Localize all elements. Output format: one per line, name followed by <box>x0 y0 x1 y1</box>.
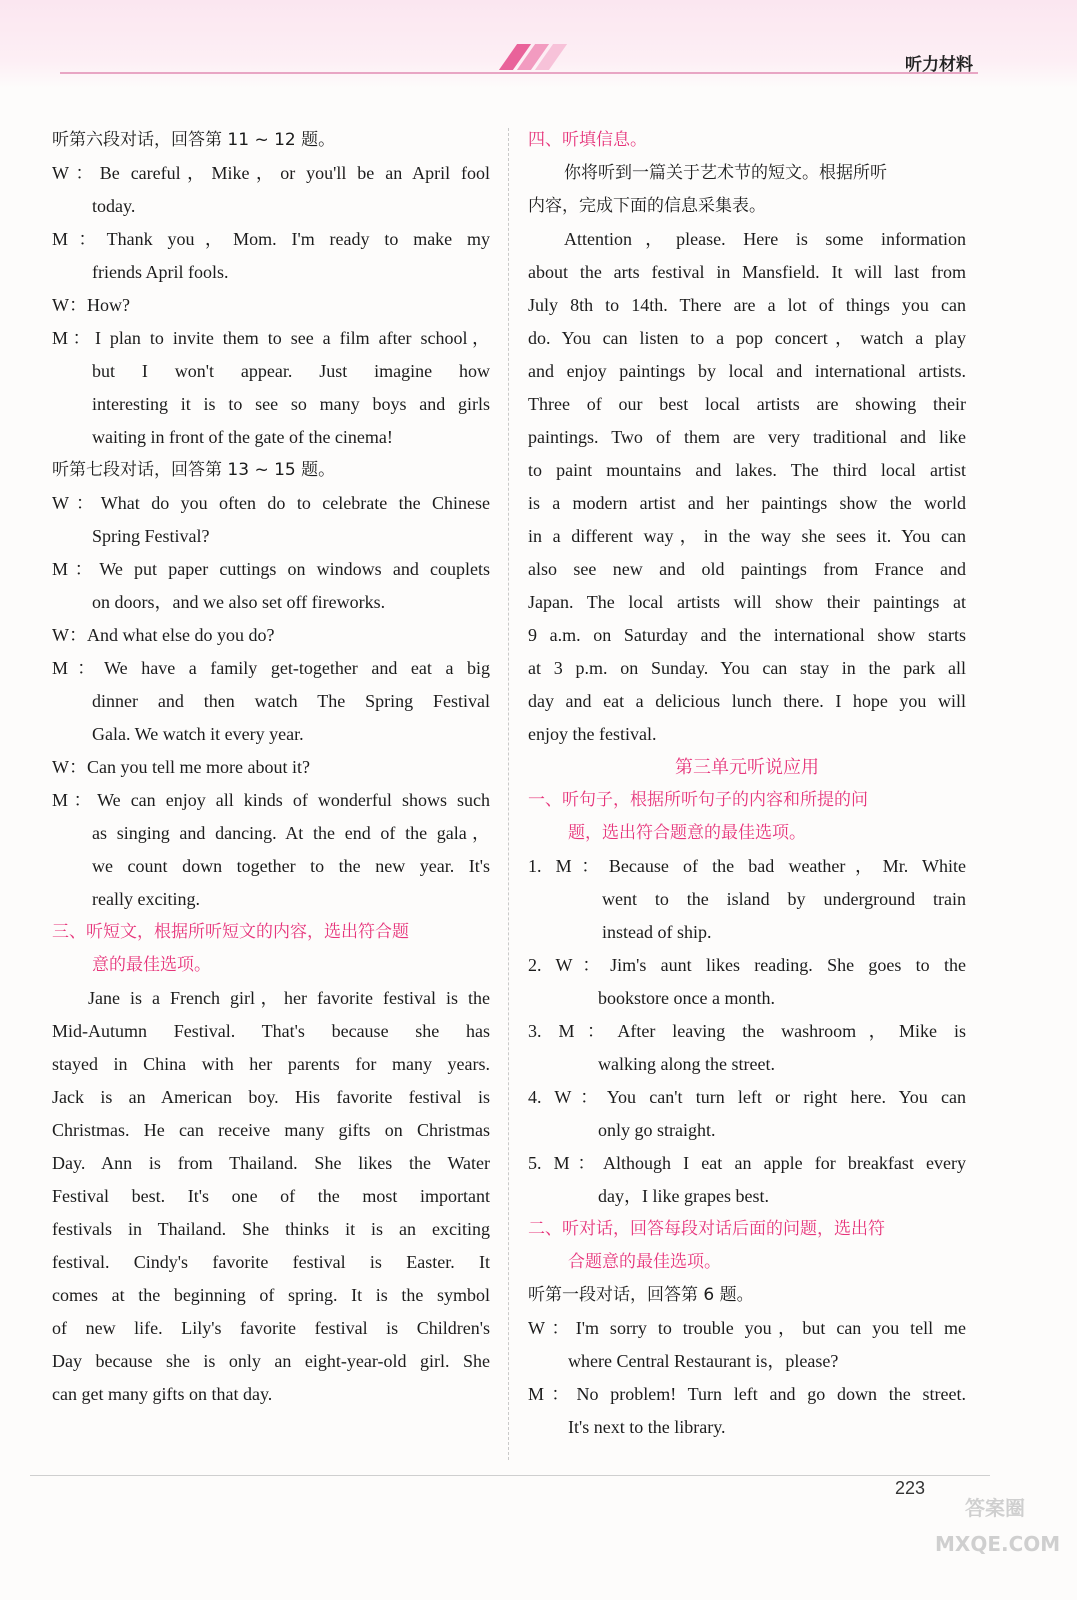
question-line: day，I like grapes best. <box>598 1186 769 1206</box>
dialog-line: as singing and dancing. At the end of the gala， <box>92 823 490 843</box>
left-column <box>52 124 490 1411</box>
dialog-line: we count down together to the new year. It's <box>92 856 490 876</box>
dialog-line: M：No problem! Turn left and go down the street. <box>528 1384 966 1404</box>
question-line: bookstore once a month. <box>598 988 775 1008</box>
passage-line: day and eat a delicious lunch there. I hope you will <box>528 691 966 711</box>
question-line: 2. W：Jim's aunt likes reading. She goes to the <box>528 955 966 975</box>
watermark-text: 答案圈 MXQE.COM <box>935 1496 1061 1556</box>
question-line: went to the island by underground train <box>602 889 966 909</box>
section-heading: 三、听短文，根据所听短文的内容，选出符合题 <box>52 922 409 942</box>
dialog-line: W：I'm sorry to trouble you，but can you tell me <box>528 1318 966 1338</box>
dialog-heading: 听第一段对话，回答第 6 题。 <box>528 1285 754 1305</box>
section-heading: 题，选出符合题意的最佳选项。 <box>568 823 806 843</box>
dialog-line: W：And what else do you do? <box>52 625 275 645</box>
dialog-line: M：We can enjoy all kinds of wonderful shows such <box>52 790 490 810</box>
page-number: 223 <box>895 1478 926 1498</box>
passage-line: about the arts festival in Mansfield. It will last from <box>528 262 966 282</box>
passage-line: Day because she is only an eight-year-old girl. She <box>52 1351 490 1371</box>
passage-line: Japan. The local artists will show their paintings at <box>528 592 966 612</box>
dialog-line: Gala. We watch it every year. <box>92 724 304 744</box>
dialog-line: where Central Restaurant is，please? <box>568 1351 839 1371</box>
passage-line: July 8th to 14th. There are a lot of things you can <box>528 295 966 315</box>
watermark-logo <box>935 1490 1061 1580</box>
passage-line: comes at the beginning of spring. It is the symbol <box>52 1285 490 1305</box>
question-line: 1. M：Because of the bad weather，Mr. White <box>528 856 966 876</box>
unit-title: 第三单元听说应用 <box>675 757 819 778</box>
page-header-title: 听力材料 <box>905 55 973 75</box>
passage-line: in a different way，in the way she sees it. You can <box>528 526 966 546</box>
passage-line: Jack is an American boy. His favorite festival is <box>52 1087 490 1107</box>
dialog-heading: 听第六段对话，回答第 11 ~ 12 题。 <box>52 130 336 150</box>
passage-line: to paint mountains and lakes. The third local artist <box>528 460 966 480</box>
passage-line: is a modern artist and her paintings show the world <box>528 493 966 513</box>
passage-line: 9 a.m. on Saturday and the international show starts <box>528 625 966 645</box>
dialog-line: really exciting. <box>92 889 200 909</box>
passage-line: Jane is a French girl，her favorite festival is the <box>88 988 490 1008</box>
passage-line: Day. Ann is from Thailand. She likes the Water <box>52 1153 490 1173</box>
header-rule <box>60 72 978 74</box>
dialog-line: M：Thank you，Mom. I'm ready to make my <box>52 229 490 249</box>
dialog-line: It's next to the library. <box>568 1417 726 1437</box>
dialog-line: waiting in front of the gate of the cinema! <box>92 427 393 447</box>
question-line: 5. M：Although I eat an apple for breakfast every <box>528 1153 966 1173</box>
column-divider <box>508 128 509 1460</box>
passage-line: Mid-Autumn Festival. That's because she has <box>52 1021 490 1041</box>
section-heading: 四、听填信息。 <box>528 130 647 150</box>
section-heading: 二、听对话，回答每段对话后面的问题，选出符 <box>528 1219 885 1239</box>
passage-line: Festival best. It's one of the most important <box>52 1186 490 1206</box>
dialog-line: W：How? <box>52 295 130 315</box>
dialog-line: W：Be careful，Mike，or you'll be an April fool <box>52 163 490 183</box>
passage-line: at 3 p.m. on Sunday. You can stay in the park all <box>528 658 966 678</box>
dialog-line: interesting it is to see so many boys and girls <box>92 394 490 414</box>
question-line: instead of ship. <box>602 922 712 942</box>
dialog-line: Spring Festival? <box>92 526 210 546</box>
passage-line: of new life. Lily's favorite festival is Children's <box>52 1318 490 1338</box>
section-heading: 一、听句子，根据所听句子的内容和所提的问 <box>528 790 868 810</box>
question-line: 4. W：You can't turn left or right here. You can <box>528 1087 966 1107</box>
section-heading: 合题意的最佳选项。 <box>568 1252 721 1272</box>
passage-line: Attention，please. Here is some information <box>564 229 966 249</box>
section-heading: 意的最佳选项。 <box>92 955 211 975</box>
footer-rule <box>30 1475 990 1476</box>
dialog-heading: 听第七段对话，回答第 13 ~ 15 题。 <box>52 460 336 480</box>
question-line: 3. M：After leaving the washroom，Mike is <box>528 1021 966 1041</box>
passage-line: and enjoy paintings by local and international artists. <box>528 361 966 381</box>
instruction-line: 内容，完成下面的信息采集表。 <box>528 196 766 216</box>
dialog-line: M：I plan to invite them to see a film after school， <box>52 328 490 348</box>
passage-line: do. You can listen to a pop concert，watch a play <box>528 328 966 348</box>
passage-line: enjoy the festival. <box>528 724 657 744</box>
dialog-line: on doors，and we also set off fireworks. <box>92 592 386 612</box>
passage-line: stayed in China with her parents for many years. <box>52 1054 490 1074</box>
passage-line: festivals in Thailand. She thinks it is an exciting <box>52 1219 490 1239</box>
dialog-line: W：Can you tell me more about it? <box>52 757 310 777</box>
dialog-line: M：We put paper cuttings on windows and couplets <box>52 559 490 579</box>
right-column <box>528 124 966 1444</box>
instruction-line: 你将听到一篇关于艺术节的短文。根据所听 <box>564 163 887 183</box>
passage-line: Christmas. He can receive many gifts on Christmas <box>52 1120 490 1140</box>
dialog-line: today. <box>92 196 136 216</box>
question-line: only go straight. <box>598 1120 716 1140</box>
dialog-line: friends April fools. <box>92 262 229 282</box>
passage-line: Three of our best local artists are showing their <box>528 394 966 414</box>
dialog-line: M：We have a family get-together and eat a big <box>52 658 490 678</box>
dialog-line: but I won't appear. Just imagine how <box>92 361 490 381</box>
passage-line: paintings. Two of them are very traditional and like <box>528 427 966 447</box>
passage-line: can get many gifts on that day. <box>52 1384 273 1404</box>
dialog-line: dinner and then watch The Spring Festival <box>92 691 490 711</box>
passage-line: also see new and old paintings from France and <box>528 559 966 579</box>
passage-line: festival. Cindy's favorite festival is Easter. It <box>52 1252 490 1272</box>
dialog-line: W：What do you often do to celebrate the Chinese <box>52 493 490 513</box>
question-line: walking along the street. <box>598 1054 775 1074</box>
